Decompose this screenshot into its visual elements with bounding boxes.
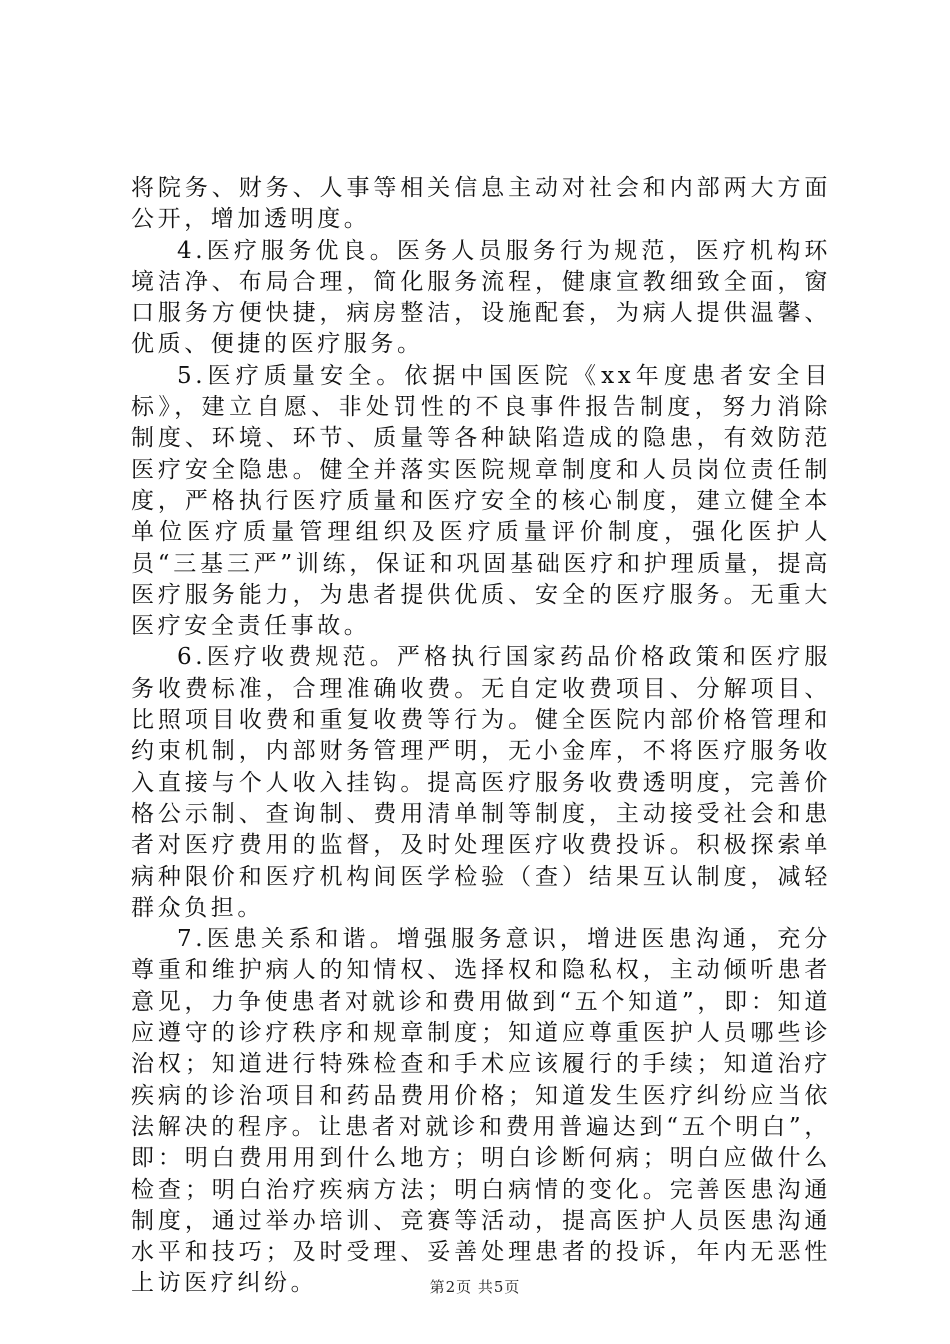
paragraph-item-7: 7.医患关系和谐。增强服务意识，增进医患沟通，充分尊重和维护病人的知情权、选择权和隐私权，主动倾听患者意见，力争使患者对就诊和费用做到“五个知道”，即：知道应遵守的诊疗秩序和规章制度；知道应尊重医护人员哪些诊治权；知道进行特殊检查和手术应该履行的手续；知道治疗疾病的诊治项目和药品费用价格；知道发生医疗纠纷应当依法解决的程序。让患者对就诊和费用普遍达到“五个明白”，即：明白费用用到什么地方；明白诊断何病；明白应做什么检查；明白治疗疾病方法；明白病情的变化。完善医患沟通制度，通过举办培训、竞赛等活动，提高医护人员医患沟通水平和技巧；及时受理、妥善处理患者的投诉，年内无恶性上访医疗纠纷。: [131, 926, 831, 1297]
document-body: [131, 173, 831, 1300]
paragraph-item-5: 5.医疗质量安全。依据中国医院《xx年度患者安全目标》，建立自愿、非处罚性的不良事件报告制度，努力消除制度、环境、环节、质量等各种缺陷造成的隐患，有效防范医疗安全隐患。健全并落实医院规章制度和人员岗位责任制度，严格执行医疗质量和医疗安全的核心制度，建立健全本单位医疗质量管理组织及医疗质量评价制度，强化医护人员“三基三严”训练，保证和巩固基础医疗和护理质量，提高医疗服务能力，为患者提供优质、安全的医疗服务。无重大医疗安全责任事故。: [131, 362, 831, 640]
page-number-footer: 第2页 共5页: [429, 1278, 521, 1296]
paragraph-item-4: 4.医疗服务优良。医务人员服务行为规范，医疗机构环境洁净、布局合理，简化服务流程，健康宣教细致全面，窗口服务方便快捷，病房整洁，设施配套，为病人提供温馨、优质、便捷的医疗服务。: [131, 237, 831, 358]
paragraph-item-6: 6.医疗收费规范。严格执行国家药品价格政策和医疗服务收费标准，合理准确收费。无自定收费项目、分解项目、比照项目收费和重复收费等行为。健全医院内部价格管理和约束机制，内部财务管理严明，无小金库，不将医疗服务收入直接与个人收入挂钩。提高医疗服务收费透明度，完善价格公示制、查询制、费用清单制等制度，主动接受社会和患者对医疗费用的监督，及时处理医疗收费投诉。积极探索单病种限价和医疗机构间医学检验（查）结果互认制度，减轻群众负担。: [131, 644, 831, 921]
paragraph-continuation: 将院务、财务、人事等相关信息主动对社会和内部两大方面公开，增加透明度。: [131, 175, 831, 233]
